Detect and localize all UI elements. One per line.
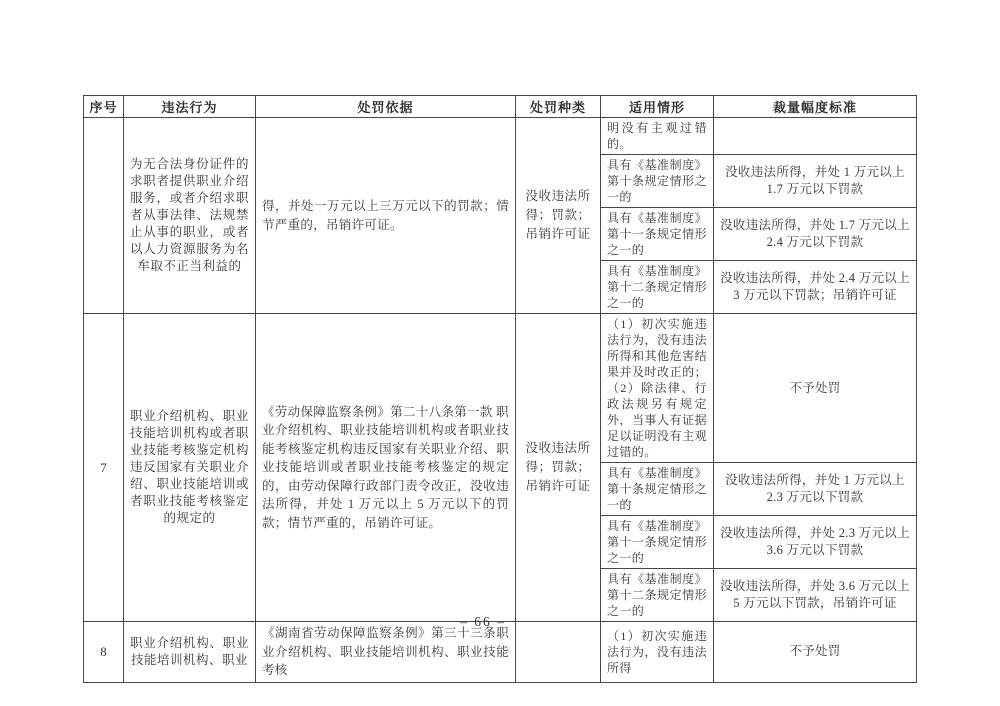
header-seq: 序号 <box>84 96 124 118</box>
cell-standard <box>714 118 917 155</box>
table-row <box>84 118 917 155</box>
cell-situation: 具有《基准制度》第十二条规定情形之一的 <box>601 569 714 622</box>
cell-situation: （1）初次实施违法行为，没有违法所得 <box>601 622 714 683</box>
cell-basis: 得，并处一万元以上三万元以下的罚款；情节严重的，吊销许可证。 <box>256 118 516 314</box>
cell-penalty-type: 没收违法所得；罚款；吊销许可证 <box>516 118 601 314</box>
cell-standard: 没收违法所得，并处 1 万元以上 1.7 万元以下罚款 <box>714 155 917 208</box>
header-behavior: 违法行为 <box>124 96 256 118</box>
cell-standard: 没收违法所得，并处 2.3 万元以上 3.6 万元以下罚款 <box>714 516 917 569</box>
cell-situation: 具有《基准制度》第十一条规定情形之一的 <box>601 208 714 261</box>
cell-standard: 不予处罚 <box>714 314 917 463</box>
cell-penalty-type <box>516 622 601 683</box>
cell-basis: 《湖南省劳动保障监察条例》第三十三条职业介绍机构、职业技能培训机构、职业技能考核 <box>256 622 516 683</box>
cell-behavior: 职业介绍机构、职业技能培训机构或者职业技能考核鉴定机构违反国家有关职业介绍、职业技能培训或者职业技能考核鉴定的规定的 <box>124 314 256 622</box>
cell-penalty-type: 没收违法所得；罚款；吊销许可证 <box>516 314 601 622</box>
cell-standard: 没收违法所得，并处 2.4 万元以上 3 万元以下罚款；吊销许可证 <box>714 261 917 314</box>
cell-standard: 没收违法所得，并处 1 万元以上 2.3 万元以下罚款 <box>714 463 917 516</box>
header-row <box>84 96 917 118</box>
cell-situation: 具有《基准制度》第十条规定情形之一的 <box>601 463 714 516</box>
cell-seq: 8 <box>84 622 124 683</box>
penalty-table <box>83 95 917 683</box>
cell-situation: （1）初次实施违法行为，没有违法所得和其他危害结果并及时改正的；（2）除法律、行政法规另有规定外，当事人有证据足以证明没有主观过错的。 <box>601 314 714 463</box>
cell-standard: 不予处罚 <box>714 622 917 683</box>
header-basis: 处罚依据 <box>256 96 516 118</box>
cell-basis: 《劳动保障监察条例》第二十八条第一款 职业介绍机构、职业技能培训机构或者职业技能考核鉴定机构违反国家有关职业介绍、职业技能培训或者职业技能考核鉴定的规定的，由劳动保障行政部门责令改正，没收违法所得，并处 1 万元以上 5 万元以下的罚款；情节严重的，吊销许可证。 <box>256 314 516 622</box>
header-penalty-type: 处罚种类 <box>516 96 601 118</box>
cell-situation: 明没有主观过错的。 <box>601 118 714 155</box>
page-number: – 66 – <box>460 614 506 629</box>
table-row <box>84 314 917 463</box>
cell-behavior: 为无合法身份证件的求职者提供职业介绍服务，或者介绍求职者从事法律、法规禁止从事的职业，或者以人力资源服务为名牟取不正当利益的 <box>124 118 256 314</box>
cell-behavior: 职业介绍机构、职业技能培训机构、职业 <box>124 622 256 683</box>
header-standard: 裁量幅度标准 <box>714 96 917 118</box>
cell-situation: 具有《基准制度》第十二条规定情形之一的 <box>601 261 714 314</box>
cell-standard: 没收违法所得，并处 3.6 万元以上 5 万元以下罚款，吊销许可证 <box>714 569 917 622</box>
cell-seq <box>84 118 124 314</box>
table-row <box>84 622 917 683</box>
cell-situation: 具有《基准制度》第十条规定情形之一的 <box>601 155 714 208</box>
cell-standard: 没收违法所得，并处 1.7 万元以上 2.4 万元以下罚款 <box>714 208 917 261</box>
cell-seq: 7 <box>84 314 124 622</box>
cell-situation: 具有《基准制度》第十一条规定情形之一的 <box>601 516 714 569</box>
header-situation: 适用情形 <box>601 96 714 118</box>
